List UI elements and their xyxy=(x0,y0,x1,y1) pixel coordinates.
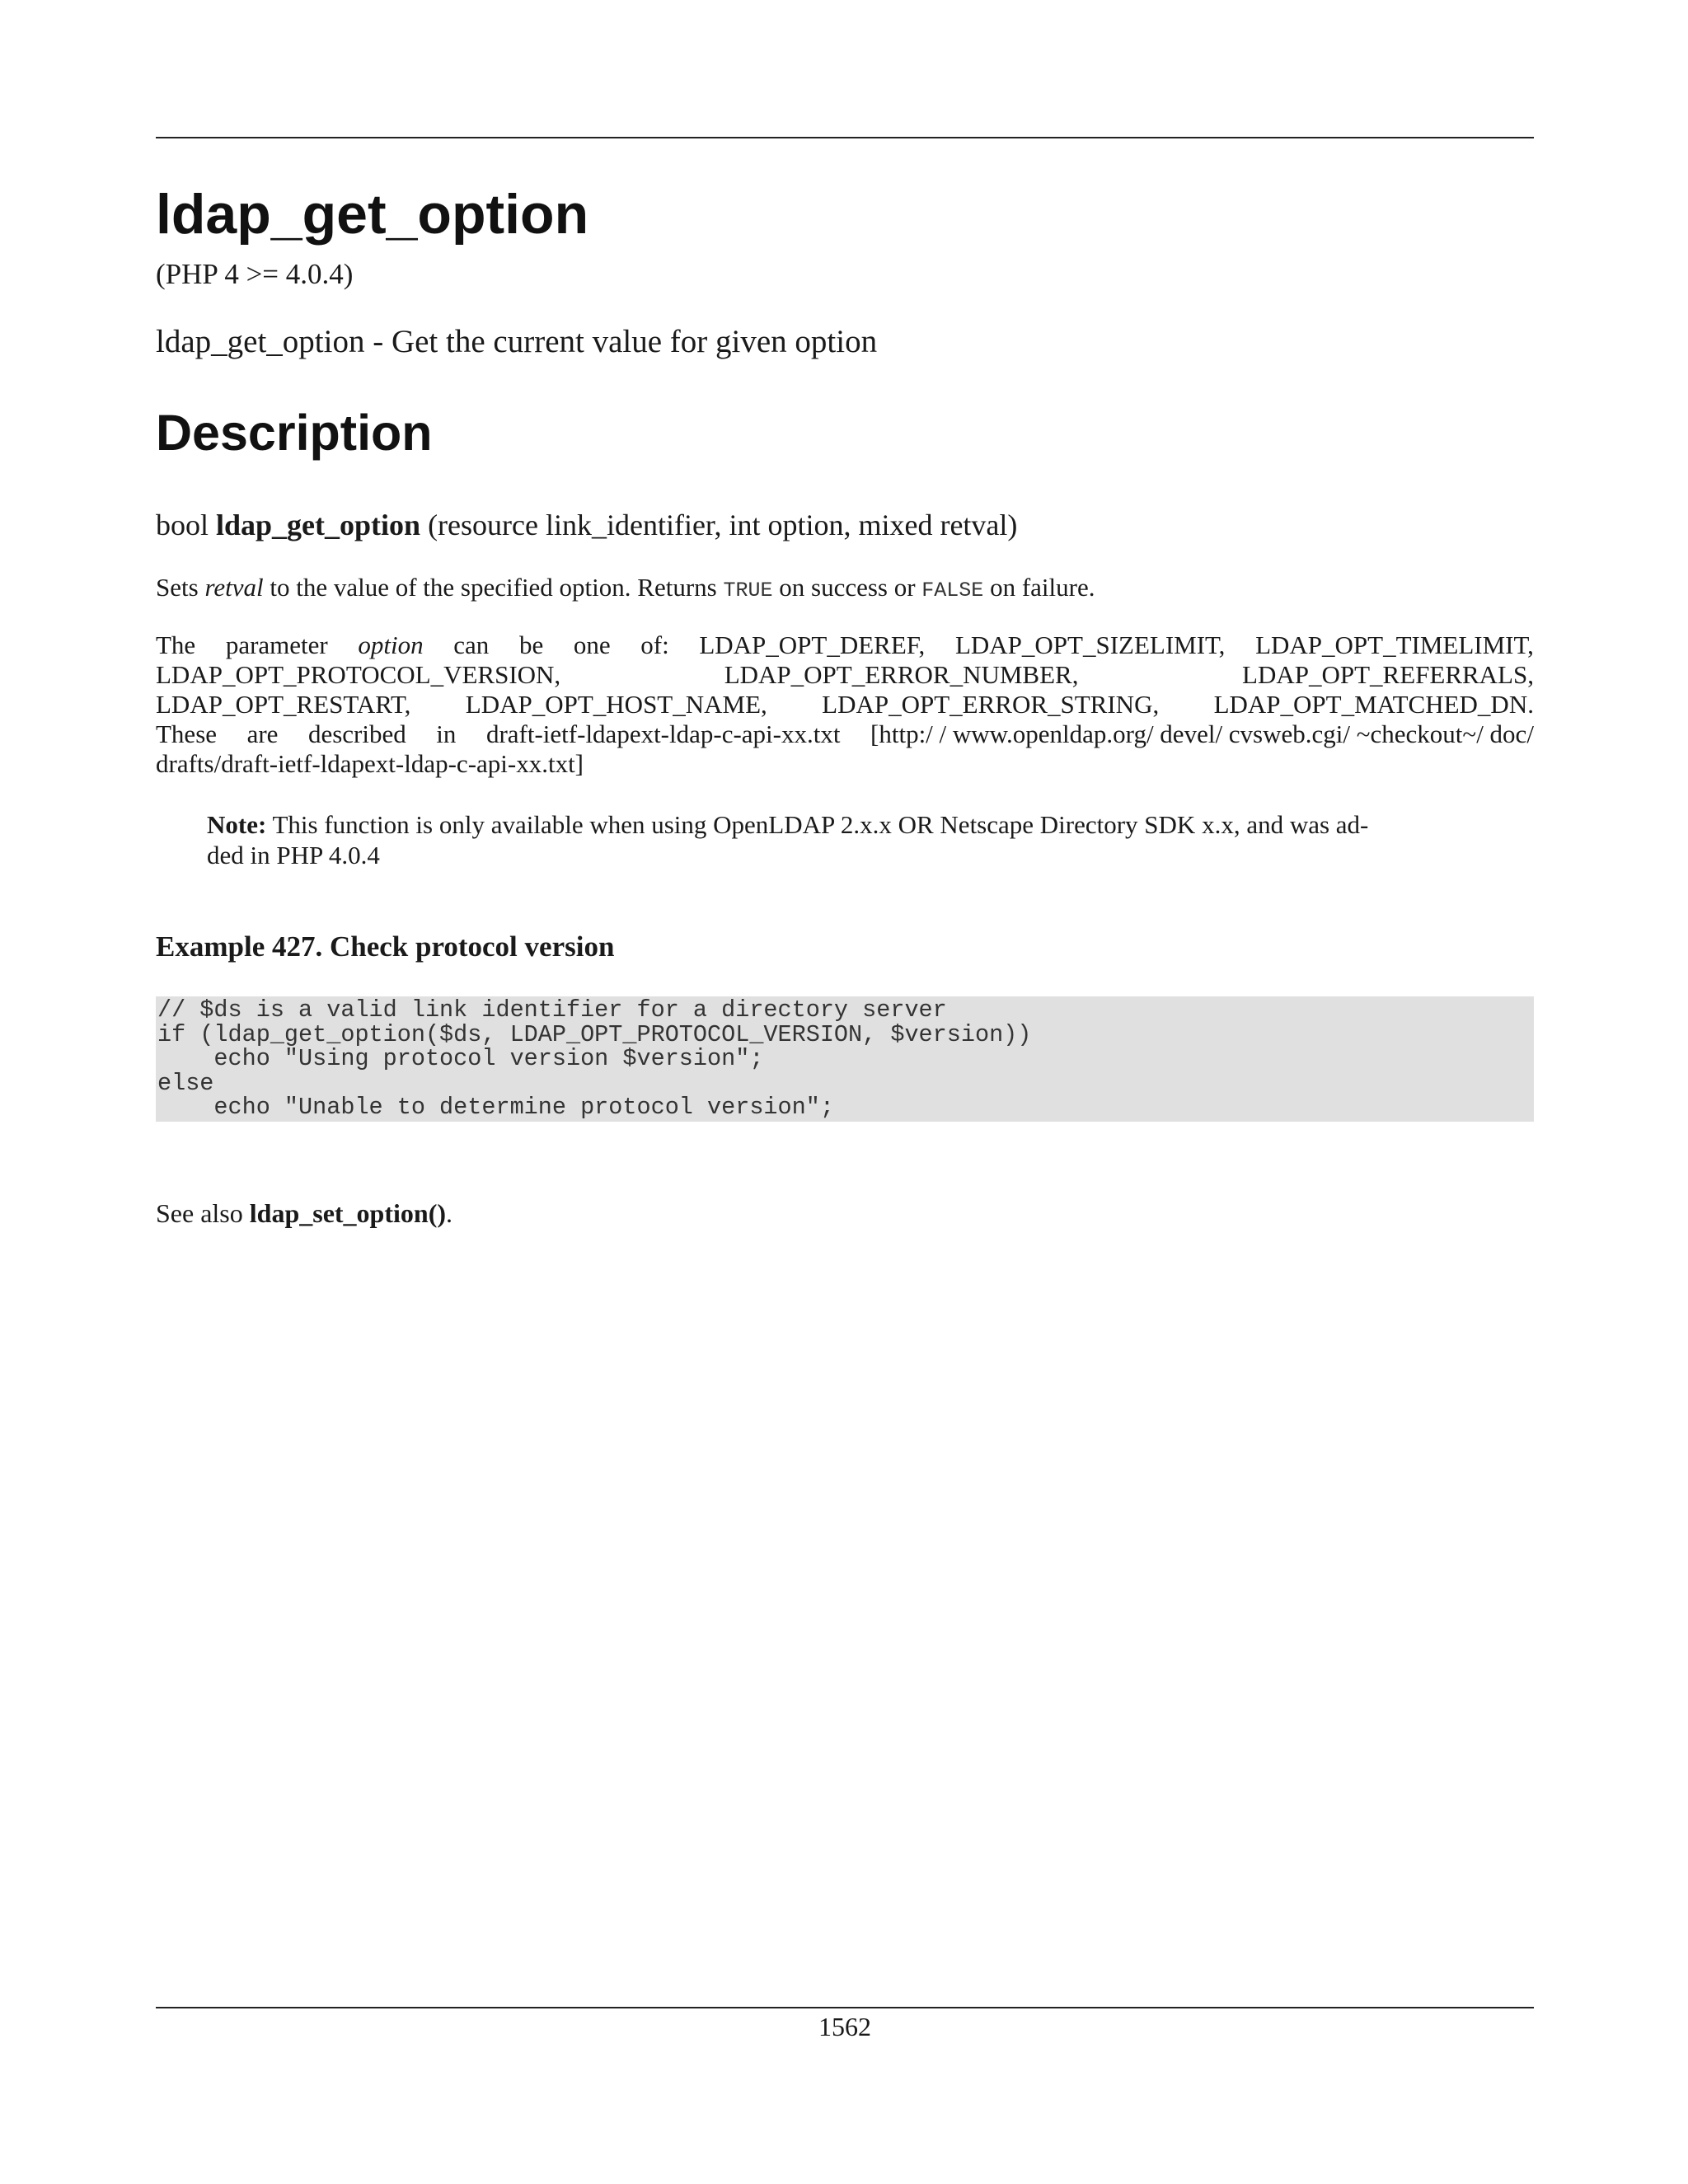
options-word: described xyxy=(307,719,406,748)
returns-text-pre: Sets xyxy=(156,573,199,602)
option-constant: LDAP_OPT_PROTOCOL_VERSION, xyxy=(156,659,561,689)
note-text-line1: This function is only available when using OpenLDAP 2.x.x OR Netscape Directory SDK x.x, and was ad- xyxy=(272,810,1369,839)
returns-param: retval xyxy=(204,573,264,602)
see-also xyxy=(156,1197,452,1229)
page-title: ldap_get_option xyxy=(156,183,589,246)
function-purpose: ldap_get_option - Get the current value for given option xyxy=(156,324,878,359)
options-line-2 xyxy=(156,660,1534,690)
option-constant: LDAP_OPT_TIMELIMIT, xyxy=(1255,630,1534,659)
option-constant: LDAP_OPT_RESTART, xyxy=(156,689,411,719)
draft-filename: draft-ietf-ldapext-ldap-c-api-xx.txt xyxy=(485,719,841,748)
see-also-text: See also xyxy=(156,1198,243,1228)
version-info: (PHP 4 >= 4.0.4) xyxy=(156,258,354,290)
see-also-function-link[interactable]: ldap_set_option() xyxy=(249,1198,446,1228)
code-line: if (ldap_get_option($ds, LDAP_OPT_PROTOCOL_VERSION, $version)) xyxy=(157,1020,1032,1048)
option-constant: LDAP_OPT_MATCHED_DN. xyxy=(1213,689,1534,719)
options-line-4 xyxy=(156,719,1534,749)
draft-url-link[interactable]: [http:/ / www.openldap.org/ devel/ cvsweb.cgi/ ~checkout~/ doc/ xyxy=(870,719,1534,748)
note-text-line2: ded in PHP 4.0.4 xyxy=(207,840,380,869)
page-number: 1562 xyxy=(818,2012,871,2041)
true-constant: TRUE xyxy=(723,579,773,602)
code-example xyxy=(156,996,1534,1122)
options-line-5[interactable]: drafts/draft-ietf-ldapext-ldap-c-api-xx.txt] xyxy=(156,748,584,778)
options-word: parameter xyxy=(225,630,328,659)
options-line-3 xyxy=(156,690,1534,719)
options-word: one xyxy=(573,630,611,659)
code-line: // $ds is a valid link identifier for a directory server xyxy=(157,996,947,1024)
option-constant: LDAP_OPT_REFERRALS, xyxy=(1242,659,1534,689)
synopsis-params: (resource link_identifier, int option, mixed retval) xyxy=(428,509,1018,541)
note-block xyxy=(207,810,1484,870)
returns-text-post: on failure. xyxy=(990,573,1095,602)
description-heading: Description xyxy=(156,405,433,461)
function-synopsis xyxy=(156,508,1017,543)
option-constant: LDAP_OPT_ERROR_STRING, xyxy=(822,689,1160,719)
option-constant: LDAP_OPT_SIZELIMIT, xyxy=(954,630,1226,659)
returns-text-mid: to the value of the specified option. Returns xyxy=(270,573,717,602)
bottom-rule xyxy=(156,2007,1534,2008)
example-title: Example 427. Check protocol version xyxy=(156,930,615,963)
options-word: in xyxy=(436,719,457,748)
code-line: echo "Unable to determine protocol version"; xyxy=(157,1094,834,1121)
synopsis-return-type: bool xyxy=(156,509,209,541)
options-word: The xyxy=(156,630,196,659)
code-line: echo "Using protocol version $version"; xyxy=(157,1045,764,1072)
option-constant: LDAP_OPT_ERROR_NUMBER, xyxy=(724,659,1079,689)
see-also-period: . xyxy=(446,1198,452,1228)
note-label: Note: xyxy=(207,810,267,839)
options-word: be xyxy=(518,630,544,659)
document-page xyxy=(156,0,1534,2184)
code-line: else xyxy=(157,1069,214,1097)
synopsis-function-name: ldap_get_option xyxy=(216,509,421,541)
options-param: option xyxy=(358,630,424,659)
options-word: are xyxy=(246,719,279,748)
top-rule xyxy=(156,137,1534,138)
options-word: These xyxy=(156,719,218,748)
returns-text-mid2: on success or xyxy=(779,573,916,602)
options-word: can xyxy=(453,630,490,659)
option-constant: LDAP_OPT_HOST_NAME, xyxy=(465,689,767,719)
returns-paragraph xyxy=(156,573,1534,602)
options-word: of: xyxy=(640,630,669,659)
options-line-1 xyxy=(156,630,1534,660)
false-constant: FALSE xyxy=(921,579,984,602)
options-paragraph xyxy=(156,630,1534,779)
option-constant: LDAP_OPT_DEREF, xyxy=(699,630,926,659)
